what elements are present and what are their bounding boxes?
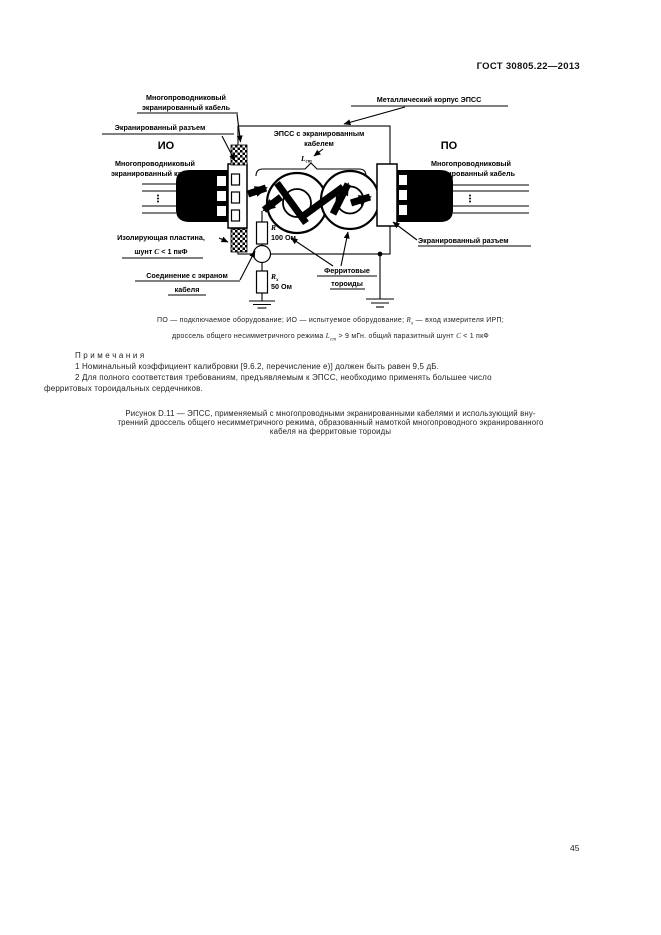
- label-multiwire-cable-left: Многопроводниковый: [115, 159, 195, 168]
- label-r2: Rх: [271, 272, 279, 283]
- legend-line-2: дроссель общего несимметричного режима $L_{ст} > 9$ мГн. общий паразитный шунт С < 1 пкФ: [172, 332, 489, 343]
- label-epss-with-cable: ЭПСС с экранированным: [273, 129, 365, 138]
- svg-text:кабеля: кабеля: [174, 285, 200, 294]
- label-insulating-plate: Изолирующая пластина,: [117, 233, 205, 242]
- note-1: 1 Номинальный коэффициент калибровки [9.6.2, перечисление е)] должен быть равен 9,5 дБ.: [75, 362, 440, 371]
- label-metal-case: Металлический корпус ЭПСС: [376, 95, 482, 104]
- label-inductance: Lст: [301, 154, 312, 165]
- notes-heading: П р и м е ч а н и я: [75, 351, 145, 360]
- coax-feedthrough: [254, 246, 271, 263]
- document-title: ГОСТ 30805.22—2013: [476, 61, 580, 72]
- svg-text:экранированный кабель: экранированный кабель: [426, 169, 516, 178]
- label-shielded-connector-left: Экранированный разъем: [114, 123, 206, 132]
- resistor-100ohm: [257, 222, 268, 244]
- svg-text:50 Ом: 50 Ом: [271, 282, 292, 291]
- ground-symbol-right: [366, 252, 394, 307]
- resistor-50ohm: [257, 271, 268, 293]
- svg-text:экранированный кабель: экранированный кабель: [141, 103, 231, 112]
- insulating-plate-block: [231, 229, 247, 252]
- label-multiwire-cable-right: Многопроводниковый: [431, 159, 511, 168]
- label-r1: R: [271, 223, 277, 232]
- ground-symbol-left: [249, 301, 275, 308]
- label-shield-connection: Соединение с экраном: [146, 271, 228, 280]
- figure-d11-diagram: [95, 85, 595, 313]
- svg-text:кабелем: кабелем: [304, 139, 334, 148]
- right-connector-plate: [377, 164, 397, 226]
- svg-text:тороиды: тороиды: [331, 279, 363, 288]
- figure-caption: Рисунок D.11 — ЭПСС, применяемый с многопроводными экранированными кабелями и использующий вну- тренний дроссель общего несимметричного режима, образованный намоткой многопроводного экранированного кабеля на ферритовые тороиды: [117, 409, 544, 436]
- label-ae: ПО: [440, 140, 458, 152]
- legend-line-1: ПО — подключаемое оборудование; ИО — испытуемое оборудование; $R_х$ — вход измерителя ИРП;: [157, 316, 504, 327]
- svg-text:экранированный кабель: экранированный кабель: [110, 169, 200, 178]
- label-ferrite-toroids: Ферритовые: [324, 266, 370, 275]
- label-eut: ИО: [157, 140, 175, 152]
- svg-text:100 Ом: 100 Ом: [271, 233, 296, 242]
- page-number: 45: [570, 843, 580, 853]
- svg-text:шунтС< 1 пкФ: шунт С < 1 пкФ: [134, 247, 188, 256]
- figure-legend: [0, 314, 661, 347]
- note-2-line-1: 2 Для полного соответствия требованиям, предъявляемым к ЭПСС, необходимо применять большее число: [75, 373, 492, 382]
- label-shielded-connector-right: Экранированный разъем: [418, 236, 509, 245]
- shield-bond-top: [231, 145, 247, 165]
- note-2-line-2: ферритовых тороидальных сердечников.: [44, 384, 203, 393]
- label-multiwire-cable-top: Многопроводниковый: [146, 93, 226, 102]
